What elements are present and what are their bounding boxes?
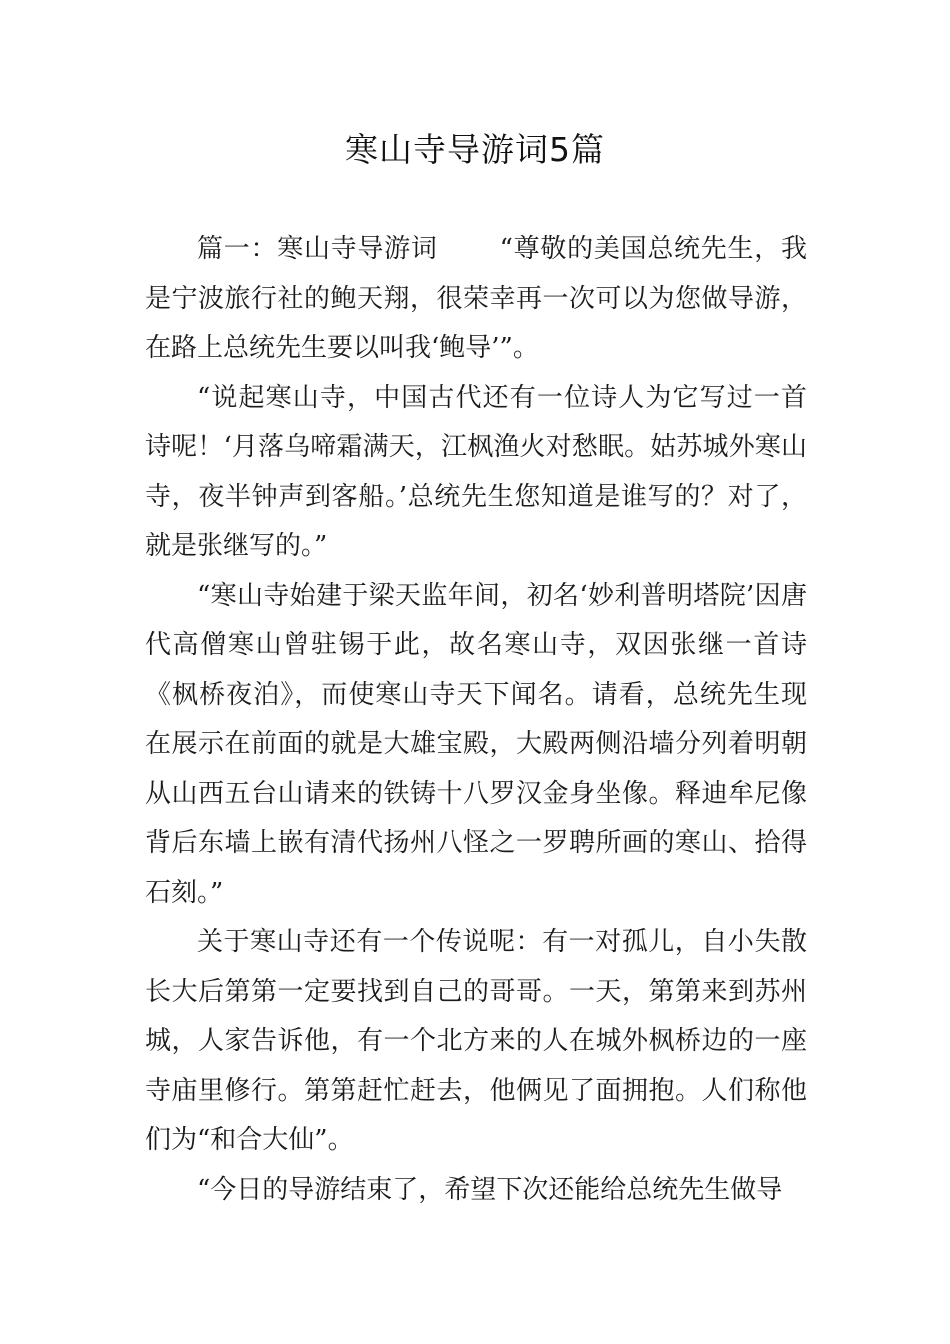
paragraph-text: “尊敬的美国总统先生，我是宁波旅行社的鲍天翔，很荣幸再一次可以为您做导游，在路上总统先生要以叫我‘鲍导’”。 [145,234,807,363]
paragraph-1 [145,225,807,374]
paragraph-5: “今日的导游结束了，希望下次还能给总统先生做导 [197,1174,783,1205]
paragraph-3: “寒山寺始建于梁天监年间，初名‘妙利普明塔院’因唐代高僧寒山曾驻锡于此，故名寒山寺，双因张继一首诗《枫桥夜泊》，而使寒山寺天下闻名。请看，总统先生现在展示在前面的就是大雄宝殿，大殿两侧沿墙分列着明朝从山西五台山请来的铁铸十八罗汉金身坐像。释迪牟尼像背后东墙上嵌有清代扬州八怪之一罗聘所画的寒山、拾得石刻。” [145,580,807,908]
section-heading: 篇一：寒山寺导游词 [197,234,438,264]
paragraph-2: “说起寒山寺，中国古代还有一位诗人为它写过一首诗呢！‘月落乌啼霜满天，江枫渔火对愁眠。姑苏城外寒山寺，夜半钟声到客船。’总统先生您知道是谁写的？对了，就是张继写的。” [145,382,807,561]
paragraph-4: 关于寒山寺还有一个传说呢：有一对孤儿，自小失散长大后第第一定要找到自己的哥哥。一天，第第来到苏州城，人家告诉他，有一个北方来的人在城外枫桥边的一座寺庙里修行。第第赶忙赶去，他俩见了面拥抱。人们称他们为“和合大仙”。 [145,927,807,1155]
document-body [145,225,807,1215]
document-title: 寒山寺导游词5篇 [345,130,605,169]
